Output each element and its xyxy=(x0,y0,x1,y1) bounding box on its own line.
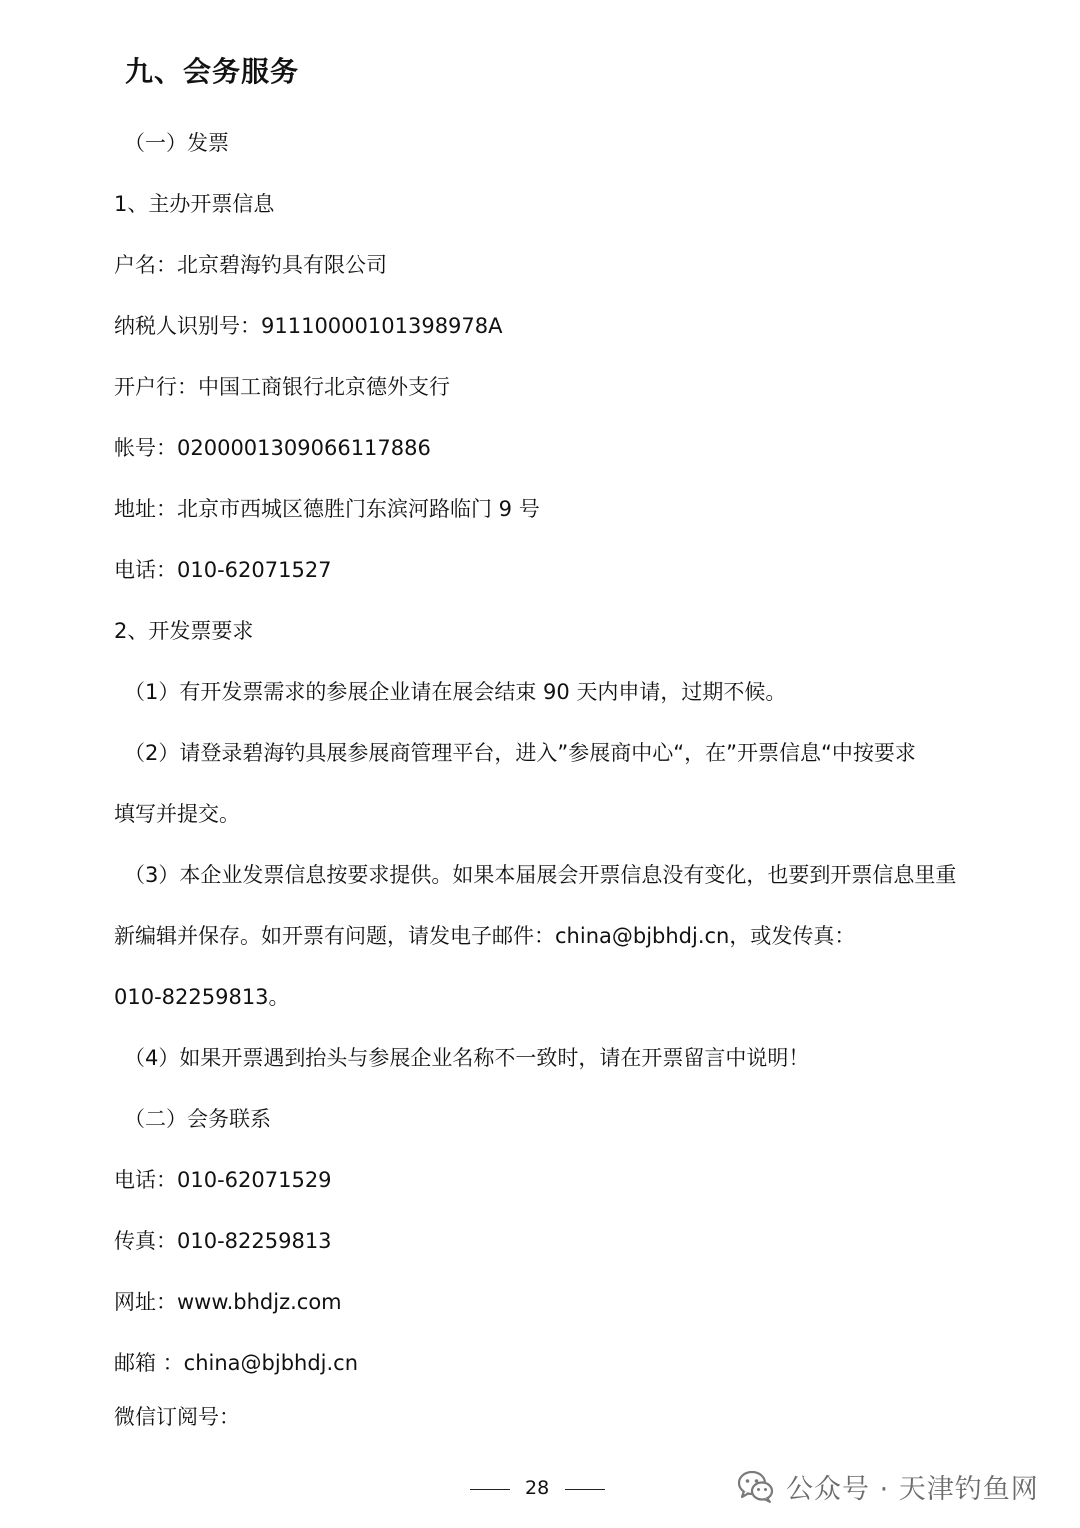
taxpayer-id: 纳税人识别号：91110000101398978A xyxy=(114,314,503,338)
contact-email: 邮箱 ：china@bjbhdj.cn xyxy=(114,1351,359,1375)
footer-dash-right xyxy=(565,1489,605,1490)
requirement-4: （4）如果开票遇到抬头与参展企业名称不一致时，请在开票留言中说明！ xyxy=(124,1046,810,1070)
contact-website: 网址：www.bhdjz.com xyxy=(114,1290,342,1314)
invoice-phone: 电话：010-62071527 xyxy=(114,558,332,582)
contact-phone: 电话：010-62071529 xyxy=(114,1168,332,1192)
footer-dash-left xyxy=(470,1489,510,1490)
invoice-info-heading: 1、主办开票信息 xyxy=(114,192,275,216)
bank-name: 开户行：中国工商银行北京德外支行 xyxy=(114,375,450,399)
invoice-requirements-heading: 2、开发票要求 xyxy=(114,619,254,643)
wechat-subscription: 微信订阅号： xyxy=(114,1405,240,1429)
watermark-text: 公众号 · 天津钓鱼网 xyxy=(786,1473,1039,1505)
requirement-2-cont: 填写并提交。 xyxy=(114,802,240,826)
address: 地址：北京市西城区德胜门东滨河路临门 9 号 xyxy=(114,497,540,521)
account-name: 户名：北京碧海钓具有限公司 xyxy=(114,253,387,277)
subsection-invoice: （一）发票 xyxy=(124,131,229,155)
subsection-contact: （二）会务联系 xyxy=(124,1107,271,1131)
section-title: 九、会务服务 xyxy=(125,55,300,88)
account-number: 帐号：0200001309066117886 xyxy=(114,436,431,460)
requirement-3-cont: 新编辑并保存。如开票有问题，请发电子邮件：china@bjbhdj.cn，或发传真： xyxy=(114,924,856,948)
requirement-1: （1）有开发票需求的参展企业请在展会结束 90 天内申请，过期不候。 xyxy=(124,680,787,704)
requirement-2: （2）请登录碧海钓具展参展商管理平台，进入”参展商中心“，在”开票信息“中按要求 xyxy=(124,741,916,765)
requirement-3: （3）本企业发票信息按要求提供。如果本届展会开票信息没有变化，也要到开票信息里重 xyxy=(124,863,957,887)
watermark xyxy=(736,1464,1039,1508)
requirement-3-fax: 010-82259813。 xyxy=(114,985,290,1009)
contact-fax: 传真：010-82259813 xyxy=(114,1229,332,1253)
wechat-icon xyxy=(736,1466,776,1506)
page-number: 28 xyxy=(525,1477,550,1499)
